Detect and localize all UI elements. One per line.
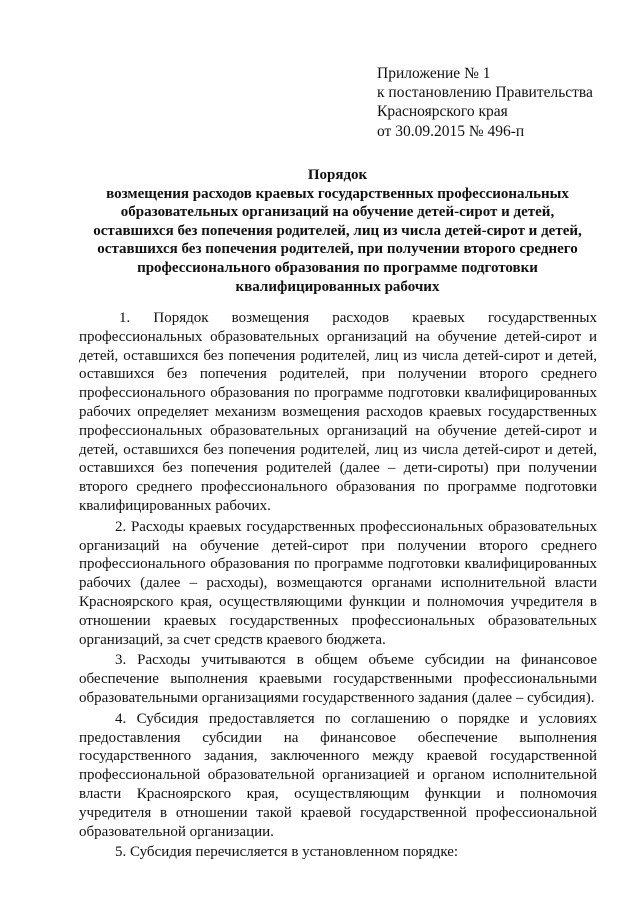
appendix-region: Красноярского края [377, 103, 508, 121]
document-title [80, 166, 595, 296]
appendix-header [377, 64, 593, 141]
paragraph-5: 5. Субсидия перечисляется в установленном порядке: [115, 844, 459, 861]
document-body [79, 309, 597, 864]
title-line: оставшихся без попечения родителей, лиц из числа детей-сирот и детей, [93, 222, 582, 239]
title-line: возмещения расходов краевых государственных профессиональных [106, 185, 569, 202]
title-line: квалифицированных рабочих [235, 278, 440, 295]
title-line: Порядок [307, 167, 368, 183]
appendix-resolution-ref: к постановлению Правительства [377, 84, 593, 102]
title-line: оставшихся без попечения родителей, при получении второго среднего [97, 241, 578, 258]
paragraph-2: 2. Расходы краевых государственных профессиональных образовательных организаций на обучение детей-сирот при получении второго среднего профессионального образования по программе подготовки квалифицированных рабочих (далее – расходы), возмещаются органами исполнительной власти Красноярского края, осуществляющими функции и полномочия учредителя в отношении краевых государственных профессиональных образовательных организаций, за счет средств краевого бюджета. [79, 518, 597, 648]
title-line: образовательных организаций на обучение детей-сирот и детей, [120, 204, 555, 221]
paragraph-1: 1. Порядок возмещения расходов краевых государственных профессиональных образовательных организаций на обучение детей-сирот и детей, оставшихся без попечения родителей, лиц из числа детей-сирот и детей, оставшихся без попечения родителей, при получении второго среднего профессионального образования по программе подготовки квалифицированных рабочих определяет механизм возмещения расходов краевых государственных профессиональных образовательных организаций на обучение детей-сирот и детей, оставшихся без попечения родителей, лиц из числа детей-сирот и детей, оставшихся без попечения родителей (далее – дети-сироты) при получении второго среднего профессионального образования по программе подготовки квалифицированных рабочих. [79, 310, 597, 514]
appendix-number: Приложение № 1 [377, 65, 491, 82]
paragraph-4: 4. Субсидия предоставляется по соглашению о порядке и условиях предоставления субсидии на финансовое обеспечение выполнения государственного задания, заключенного между краевой государственной профессиональной образовательной организацией и органом исполнительной власти Красноярского края, осуществляющим функции и полномочия учредителя в отношении такой краевой государственной профессиональной образовательной организации. [79, 710, 597, 840]
paragraph-3: 3. Расходы учитываются в общем объеме субсидии на финансовое обеспечение выполнения краевыми государственными профессиональными образовательными организациями государственного задания (далее – субсидия). [79, 652, 597, 706]
appendix-date-number: от 30.09.2015 № 496-п [377, 122, 525, 140]
title-line: профессионального образования по программе подготовки [137, 259, 538, 276]
